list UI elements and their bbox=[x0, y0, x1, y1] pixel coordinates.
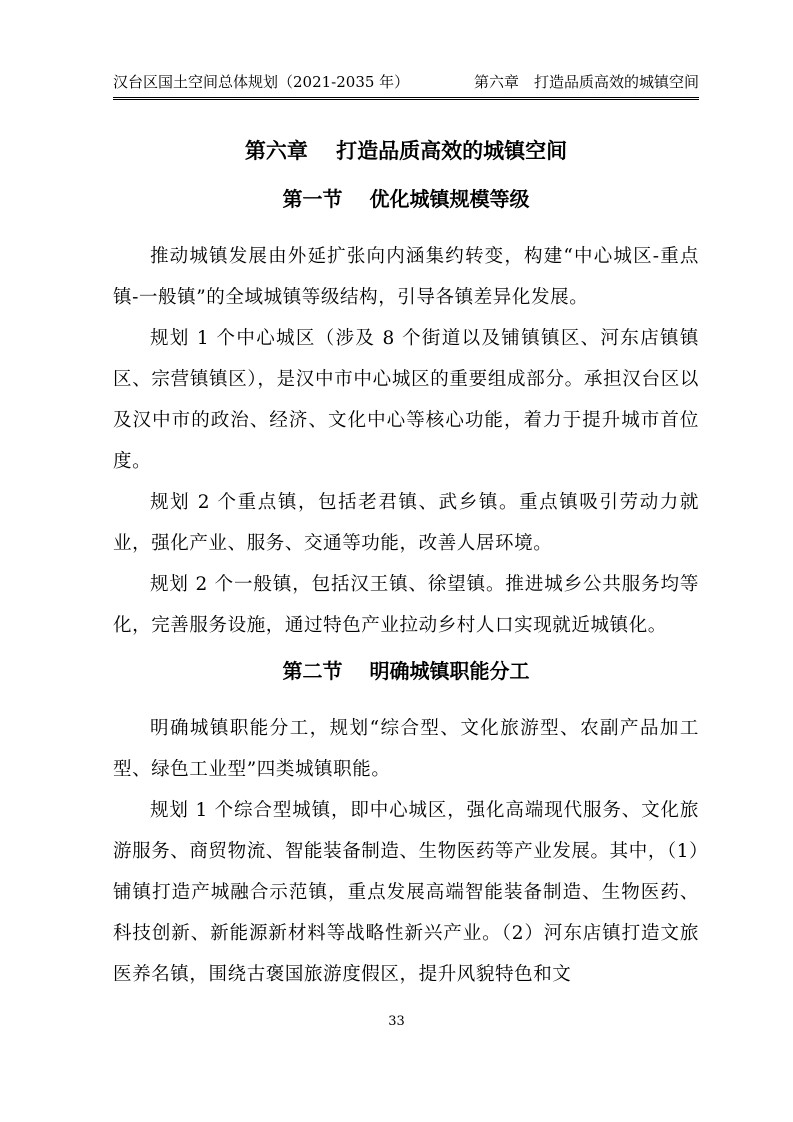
section-title-1: 第一节 优化城镇规模等级 bbox=[282, 187, 530, 211]
header-chapter-title: 第六章 打造品质高效的城镇空间 bbox=[473, 73, 699, 91]
paragraph: 推动城镇发展由外延扩张向内涵集约转变，构建“中心城区-重点镇-一般镇”的全域城镇等级结构，引导各镇差异化发展。 bbox=[113, 246, 699, 308]
chapter-title: 第六章 打造品质高效的城镇空间 bbox=[244, 139, 568, 163]
paragraph: 规划 2 个重点镇，包括老君镇、武乡镇。重点镇吸引劳动力就业，强化产业、服务、交通等功能，改善人居环境。 bbox=[113, 492, 699, 554]
paragraph: 明确城镇职能分工，规划“综合型、文化旅游型、农副产品加工型、绿色工业型”四类城镇职能。 bbox=[113, 718, 699, 780]
page-number: 33 bbox=[388, 1014, 405, 1029]
spacer bbox=[113, 696, 699, 708]
spacer bbox=[113, 224, 699, 236]
header-divider bbox=[113, 97, 699, 98]
running-header bbox=[113, 70, 699, 94]
page-body bbox=[113, 128, 699, 995]
paragraph: 规划 1 个中心城区（涉及 8 个街道以及铺镇镇区、河东店镇镇区、宗营镇镇区），是汉中市中心城区的重要组成部分。承担汉台区以及汉中市的政治、经济、文化中心等核心功能，着力于提升城市首位度。 bbox=[113, 328, 699, 472]
paragraph: 规划 1 个综合型城镇，即中心城区，强化高端现代服务、文化旅游服务、商贸物流、智能装备制造、生物医药等产业发展。其中，（1）铺镇打造产城融合示范镇，重点发展高端智能装备制造、生物医药、科技创新、新能源新材料等战略性新兴产业。（2）河东店镇打造文旅医养名镇，围绕古褒国旅游度假区，提升风貌特色和文 bbox=[113, 800, 699, 985]
header-document-title: 汉台区国土空间总体规划（2021-2035 年） bbox=[113, 73, 410, 91]
section-title-2: 第二节 明确城镇职能分工 bbox=[282, 659, 530, 683]
paragraph: 规划 2 个一般镇，包括汉王镇、徐望镇。推进城乡公共服务均等化，完善服务设施，通过特色产业拉动乡村人口实现就近城镇化。 bbox=[113, 574, 699, 636]
header-divider-secondary bbox=[113, 99, 699, 100]
